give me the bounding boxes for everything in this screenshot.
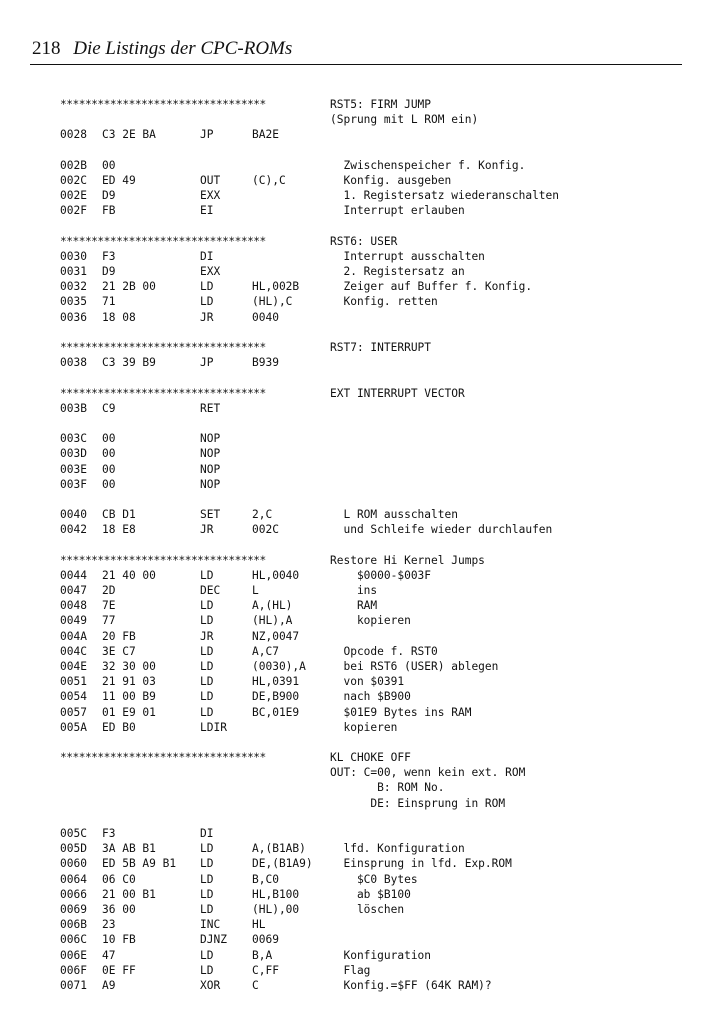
address: 002F (60, 204, 87, 218)
opcode-bytes: 36 00 (102, 902, 136, 916)
address: 006F (60, 963, 87, 977)
comment: 1. Registersatz wiederanschalten (330, 189, 560, 203)
mnemonic: LDIR (200, 720, 227, 734)
comment: Konfiguration (330, 948, 432, 962)
comment: KL CHOKE OFF (330, 751, 411, 765)
opcode-bytes: C3 2E BA (102, 128, 156, 142)
mnemonic: LD (200, 675, 214, 689)
comment: $C0 Bytes (330, 872, 418, 886)
operand: B939 (252, 356, 279, 370)
code-line (60, 689, 700, 704)
address: 003D (60, 447, 87, 461)
opcode-bytes: 21 00 B1 (102, 887, 156, 901)
opcode-bytes: 71 (102, 295, 116, 309)
opcode-bytes: 7E (102, 599, 116, 613)
mnemonic: LD (200, 902, 214, 916)
address: 0031 (60, 265, 87, 279)
comment: RST5: FIRM JUMP (330, 98, 432, 111)
separator-stars: ********************************* (60, 553, 266, 567)
address: 0071 (60, 978, 87, 992)
address: 0035 (60, 295, 87, 309)
mnemonic: LD (200, 887, 214, 901)
blank-line (60, 416, 700, 431)
opcode-bytes: 20 FB (102, 629, 136, 643)
code-line (60, 294, 700, 309)
mnemonic: LD (200, 568, 214, 582)
mnemonic: OUT (200, 173, 221, 187)
section-header-row (60, 97, 700, 112)
address: 0051 (60, 675, 87, 689)
address: 003C (60, 432, 87, 446)
operand: 0040 (252, 310, 279, 324)
separator-stars: ********************************* (60, 341, 266, 354)
code-line (60, 963, 700, 978)
separator-stars: ********************************* (60, 751, 266, 765)
code-line (60, 264, 700, 279)
operand: NZ,0047 (252, 629, 300, 643)
code-line (60, 978, 700, 993)
opcode-bytes: 2D (102, 584, 116, 597)
comment: DE: Einsprung in ROM (330, 796, 506, 810)
code-line (60, 856, 700, 871)
operand: B,A (252, 948, 273, 962)
comment: von $0391 (330, 675, 405, 689)
address: 003B (60, 401, 87, 415)
comment: bei RST6 (USER) ablegen (330, 659, 499, 673)
comment: Konfig. retten (330, 295, 438, 309)
address: 0049 (60, 614, 87, 628)
operand: BC,01E9 (252, 705, 300, 719)
mnemonic: EXX (200, 189, 221, 203)
operand: (0030),A (252, 659, 306, 673)
mnemonic: LD (200, 842, 214, 856)
section-header-row (60, 553, 700, 568)
code-line (60, 355, 700, 370)
opcode-bytes: 23 (102, 918, 116, 932)
section-header-row (60, 750, 700, 765)
address: 0044 (60, 568, 87, 582)
operand: (C),C (252, 173, 286, 187)
code-line (60, 705, 700, 720)
comment-line (60, 780, 700, 795)
address: 005A (60, 720, 87, 734)
code-line (60, 598, 700, 613)
separator-stars: ********************************* (60, 386, 266, 400)
operand: A,(B1AB) (252, 842, 306, 856)
code-line (60, 932, 700, 947)
address: 002E (60, 189, 87, 203)
address: 002C (60, 173, 87, 187)
address: 0069 (60, 902, 87, 916)
opcode-bytes: F3 (102, 827, 116, 840)
assembly-listing (60, 97, 700, 993)
address: 006E (60, 948, 87, 962)
comment: ins (330, 584, 378, 597)
address: 0038 (60, 356, 87, 370)
code-line (60, 507, 700, 522)
operand: HL,B100 (252, 887, 300, 901)
mnemonic: NOP (200, 432, 221, 446)
mnemonic: EI (200, 204, 214, 218)
address: 0036 (60, 310, 87, 324)
address: 0028 (60, 128, 87, 142)
blank-line (60, 370, 700, 385)
operand: C (252, 978, 259, 992)
opcode-bytes: 10 FB (102, 933, 136, 947)
code-line (60, 522, 700, 537)
mnemonic: NOP (200, 447, 221, 461)
address: 0047 (60, 584, 87, 597)
comment: (Sprung mit L ROM ein) (330, 113, 479, 127)
opcode-bytes: 01 E9 01 (102, 705, 156, 719)
comment: $01E9 Bytes ins RAM (330, 705, 472, 719)
mnemonic: DEC (200, 584, 221, 597)
section-header-row (60, 386, 700, 401)
opcode-bytes: CB D1 (102, 508, 136, 522)
comment: $0000-$003F (330, 568, 432, 582)
operand: (HL),A (252, 614, 293, 628)
comment: ab $B100 (330, 887, 411, 901)
code-line (60, 203, 700, 218)
comment: RST6: USER (330, 234, 398, 248)
address: 0060 (60, 857, 87, 871)
comment: Einsprung in lfd. Exp.ROM (330, 857, 512, 871)
address: 006B (60, 918, 87, 932)
comment: RAM (330, 599, 378, 613)
mnemonic: XOR (200, 978, 221, 992)
code-line (60, 826, 700, 841)
comment-line (60, 796, 700, 811)
code-line (60, 872, 700, 887)
opcode-bytes: 00 (102, 477, 116, 491)
code-line (60, 674, 700, 689)
mnemonic: LD (200, 948, 214, 962)
code-line (60, 629, 700, 644)
address: 0030 (60, 249, 87, 263)
code-line (60, 446, 700, 461)
opcode-bytes: 47 (102, 948, 116, 962)
comment: Restore Hi Kernel Jumps (330, 553, 485, 567)
operand: HL (252, 918, 266, 932)
code-line (60, 127, 700, 142)
comment: kopieren (330, 720, 398, 734)
opcode-bytes: 3A AB B1 (102, 842, 156, 856)
mnemonic: LD (200, 963, 214, 977)
blank-line (60, 537, 700, 552)
opcode-bytes: 00 (102, 447, 116, 461)
mnemonic: JP (200, 356, 214, 370)
comment-line (60, 765, 700, 780)
opcode-bytes: 21 91 03 (102, 675, 156, 689)
opcode-bytes: ED 49 (102, 173, 136, 187)
mnemonic: JR (200, 629, 214, 643)
opcode-bytes: D9 (102, 265, 116, 279)
blank-line (60, 219, 700, 234)
address: 0054 (60, 690, 87, 704)
opcode-bytes: 00 (102, 158, 116, 172)
code-line (60, 462, 700, 477)
opcode-bytes: 32 30 00 (102, 659, 156, 673)
mnemonic: LD (200, 857, 214, 871)
code-line (60, 310, 700, 325)
address: 005C (60, 827, 87, 840)
opcode-bytes: 3E C7 (102, 644, 136, 658)
mnemonic: LD (200, 599, 214, 613)
code-line (60, 948, 700, 963)
mnemonic: LD (200, 705, 214, 719)
operand: 002C (252, 523, 279, 537)
mnemonic: DJNZ (200, 933, 227, 947)
opcode-bytes: FB (102, 204, 116, 218)
comment: Zeiger auf Buffer f. Konfig. (330, 280, 533, 294)
chapter-title: Die Listings der CPC-ROMs (73, 38, 293, 59)
comment-line (60, 112, 700, 127)
opcode-bytes: F3 (102, 249, 116, 263)
address: 0057 (60, 705, 87, 719)
opcode-bytes: A9 (102, 978, 116, 992)
section-header-row (60, 340, 700, 355)
operand: 2,C (252, 508, 273, 522)
comment: Flag (330, 963, 371, 977)
comment: 2. Registersatz an (330, 265, 465, 279)
comment: lfd. Konfiguration (330, 842, 465, 856)
code-line (60, 887, 700, 902)
operand: BA2E (252, 128, 279, 142)
blank-line (60, 325, 700, 340)
comment: B: ROM No. (330, 781, 445, 795)
comment: EXT INTERRUPT VECTOR (330, 386, 465, 400)
comment: Konfig.=$FF (64K RAM)? (330, 978, 492, 992)
opcode-bytes: 18 08 (102, 310, 136, 324)
opcode-bytes: C9 (102, 401, 116, 415)
code-line (60, 279, 700, 294)
mnemonic: NOP (200, 477, 221, 491)
code-line (60, 477, 700, 492)
address: 004C (60, 644, 87, 658)
code-line (60, 644, 700, 659)
operand: DE,B900 (252, 690, 300, 704)
address: 0048 (60, 599, 87, 613)
operand: L (252, 584, 259, 597)
comment: kopieren (330, 614, 411, 628)
operand: (HL),00 (252, 902, 300, 916)
mnemonic: JP (200, 128, 214, 142)
code-line (60, 720, 700, 735)
blank-line (60, 492, 700, 507)
comment: Interrupt ausschalten (330, 249, 485, 263)
address: 0064 (60, 872, 87, 886)
operand: HL,0040 (252, 568, 300, 582)
opcode-bytes: 21 40 00 (102, 568, 156, 582)
operand: B,C0 (252, 872, 279, 886)
address: 004E (60, 659, 87, 673)
comment: und Schleife wieder durchlaufen (330, 523, 553, 537)
code-line (60, 401, 700, 416)
comment: Zwischenspeicher f. Konfig. (330, 158, 526, 172)
blank-line (60, 143, 700, 158)
address: 005D (60, 842, 87, 856)
mnemonic: INC (200, 918, 221, 932)
comment: OUT: C=00, wenn kein ext. ROM (330, 766, 526, 780)
mnemonic: DI (200, 249, 214, 263)
mnemonic: LD (200, 614, 214, 628)
operand: DE,(B1A9) (252, 857, 313, 871)
code-line (60, 917, 700, 932)
code-line (60, 841, 700, 856)
opcode-bytes: 21 2B 00 (102, 280, 156, 294)
operand: HL,002B (252, 280, 300, 294)
address: 0032 (60, 280, 87, 294)
code-line (60, 659, 700, 674)
mnemonic: JR (200, 523, 214, 537)
comment: Interrupt erlauben (330, 204, 465, 218)
address: 0042 (60, 523, 87, 537)
opcode-bytes: 06 C0 (102, 872, 136, 886)
opcode-bytes: 00 (102, 432, 116, 446)
operand: 0069 (252, 933, 279, 947)
comment: Opcode f. RST0 (330, 644, 438, 658)
operand: C,FF (252, 963, 279, 977)
opcode-bytes: ED B0 (102, 720, 136, 734)
operand: A,(HL) (252, 599, 293, 613)
mnemonic: LD (200, 690, 214, 704)
address: 0066 (60, 887, 87, 901)
opcode-bytes: 00 (102, 462, 116, 476)
comment: Konfig. ausgeben (330, 173, 452, 187)
operand: A,C7 (252, 644, 279, 658)
address: 002B (60, 158, 87, 172)
address: 006C (60, 933, 87, 947)
address: 003F (60, 477, 87, 491)
mnemonic: LD (200, 280, 214, 294)
comment: löschen (330, 902, 405, 916)
page-number: 218 (32, 38, 61, 59)
code-line (60, 613, 700, 628)
mnemonic: SET (200, 508, 221, 522)
blank-line (60, 735, 700, 750)
opcode-bytes: 18 E8 (102, 523, 136, 537)
address: 0040 (60, 508, 87, 522)
mnemonic: EXX (200, 265, 221, 279)
code-line (60, 173, 700, 188)
separator-stars: ********************************* (60, 234, 266, 248)
mnemonic: DI (200, 827, 214, 840)
opcode-bytes: D9 (102, 189, 116, 203)
header-rule (30, 64, 682, 65)
separator-stars: ********************************* (60, 98, 266, 111)
code-line (60, 249, 700, 264)
code-line (60, 158, 700, 173)
mnemonic: LD (200, 295, 214, 309)
comment: L ROM ausschalten (330, 508, 458, 522)
code-line (60, 583, 700, 598)
opcode-bytes: 0E FF (102, 963, 136, 977)
address: 004A (60, 629, 87, 643)
comment: RST7: INTERRUPT (330, 341, 432, 354)
mnemonic: LD (200, 644, 214, 658)
code-line (60, 431, 700, 446)
code-line (60, 568, 700, 583)
opcode-bytes: 11 00 B9 (102, 690, 156, 704)
opcode-bytes: C3 39 B9 (102, 356, 156, 370)
address: 003E (60, 462, 87, 476)
operand: HL,0391 (252, 675, 300, 689)
mnemonic: JR (200, 310, 214, 324)
code-line (60, 188, 700, 203)
comment: nach $B900 (330, 690, 411, 704)
mnemonic: LD (200, 872, 214, 886)
blank-line (60, 811, 700, 826)
page-header (32, 38, 682, 60)
operand: (HL),C (252, 295, 293, 309)
mnemonic: NOP (200, 462, 221, 476)
section-header-row (60, 234, 700, 249)
code-line (60, 902, 700, 917)
opcode-bytes: ED 5B A9 B1 (102, 857, 177, 871)
mnemonic: RET (200, 401, 221, 415)
mnemonic: LD (200, 659, 214, 673)
opcode-bytes: 77 (102, 614, 116, 628)
